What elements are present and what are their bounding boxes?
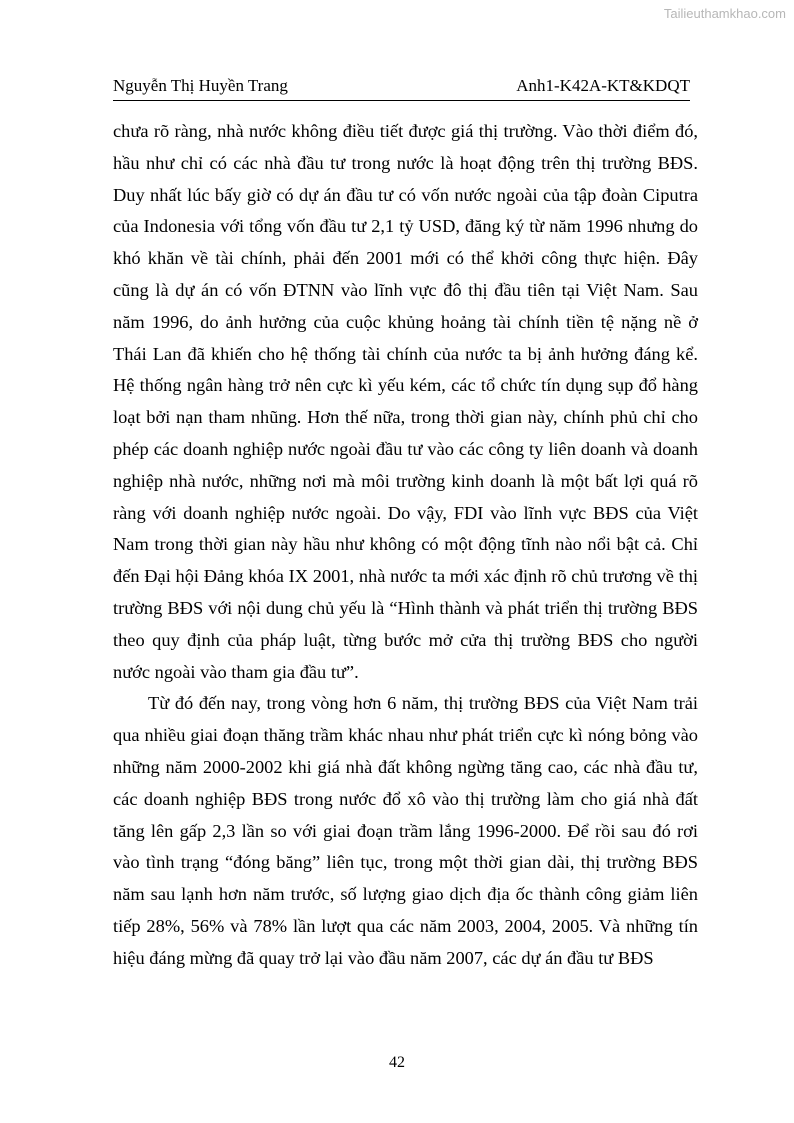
page-number: 42 (389, 1054, 405, 1071)
header-class-code: Anh1-K42A-KT&KDQT (516, 76, 690, 95)
body-paragraph-2: Từ đó đến nay, trong vòng hơn 6 năm, thị trường BĐS của Việt Nam trải qua nhiều giai đoạn thăng trầm khác nhau như phát triển cực kì nóng bỏng vào những năm 2000-2002 khi giá nhà đất không ngừng tăng cao, các nhà đầu tư, các doanh nghiệp BĐS trong nước đổ xô vào thị trường làm cho giá nhà đất tăng lên gấp 2,3 lần so với giai đoạn trầm lắng 1996-2000. Để rồi sau đó rơi vào tình trạng “đóng băng” liên tục, trong một thời gian dài, thị trường BĐS năm sau lạnh hơn năm trước, số lượng giao dịch địa ốc thành công giảm liên tiếp 28%, 56% và 78% lần lượt qua các năm 2003, 2004, 2005. Và những tín hiệu đáng mừng đã quay trở lại vào đầu năm 2007, các dự án đầu tư BĐS (113, 693, 698, 968)
body-paragraph-1: chưa rõ ràng, nhà nước không điều tiết được giá thị trường. Vào thời điểm đó, hầu như chỉ có các nhà đầu tư trong nước là hoạt động trên thị trường BĐS. Duy nhất lúc bấy giờ có dự án đầu tư có vốn nước ngoài của tập đoàn Ciputra của Indonesia với tổng vốn đầu tư 2,1 tỷ USD, đăng ký từ năm 1996 nhưng do khó khăn về tài chính, phải đến 2001 mới có thể khởi công thực hiện. Đây cũng là dự án có vốn ĐTNN vào lĩnh vực đô thị đầu tiên tại Việt Nam. Sau năm 1996, do ảnh hưởng của cuộc khủng hoảng tài chính tiền tệ nặng nề ở Thái Lan đã khiến cho hệ thống tài chính của nước ta bị ảnh hưởng đáng kể. Hệ thống ngân hàng trở nên cực kì yếu kém, các tổ chức tín dụng sụp đổ hàng loạt bởi nạn tham nhũng. Hơn thế nữa, trong thời gian này, chính phủ chỉ cho phép các doanh nghiệp nước ngoài đầu tư vào các công ty liên doanh và doanh nghiệp nhà nước, những nơi mà môi trường kinh doanh là một bất lợi quá rõ ràng với doanh nghiệp nước ngoài. Do vậy, FDI vào lĩnh vực BĐS của Việt Nam trong thời gian này hầu như không có một động tĩnh nào nổi bật cả. Chỉ đến Đại hội Đảng khóa IX 2001, nhà nước ta mới xác định rõ chủ trương về thị trường BĐS với nội dung chủ yếu là “Hình thành và phát triển thị trường BĐS theo quy định của pháp luật, từng bước mở cửa thị trường BĐS cho người nước ngoài vào tham gia đầu tư”. (113, 121, 698, 682)
watermark: Tailieuthamkhao.com (663, 6, 786, 21)
page-body (113, 116, 698, 975)
header-author: Nguyễn Thị Huyền Trang (113, 76, 288, 95)
page-header (113, 76, 690, 98)
header-divider (113, 100, 690, 101)
